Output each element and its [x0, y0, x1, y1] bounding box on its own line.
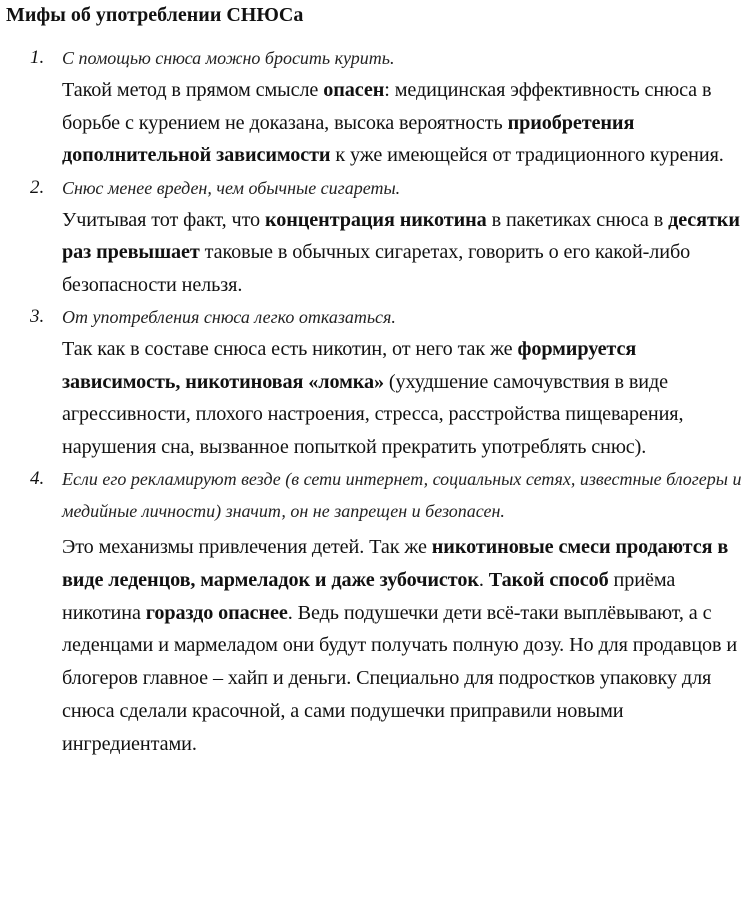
emphasis-text: опасен [323, 79, 385, 101]
emphasis-text: гораздо опаснее [145, 601, 288, 624]
item-number: 1. [30, 47, 45, 68]
item-number: 3. [30, 306, 45, 327]
emphasis-text: приобретения дополнительной зависимости [62, 111, 635, 166]
body-text: таковые в обычных сигаретах, говорить о его какой-либо безопасности нельзя. [62, 241, 691, 296]
body-text: Учитывая тот факт, что [62, 208, 265, 231]
item-number: 4. [30, 468, 45, 489]
myth-explanation [62, 333, 745, 463]
myth-explanation [62, 204, 745, 302]
myth-claim: С помощью снюса можно бросить курить. [62, 48, 395, 68]
emphasis-text: никотиновые смеси продаются в виде леденцов, мармеладок и даже зубочисток [62, 536, 729, 591]
list-item [0, 463, 751, 761]
list-item [0, 301, 751, 463]
emphasis-text: десятки раз превышает [62, 208, 740, 263]
body-text: . [478, 568, 489, 591]
body-text: Так как в составе снюса есть никотин, от него так же [62, 338, 518, 360]
myth-claim: От употребления снюса легко отказаться. [62, 307, 396, 327]
myth-explanation [62, 531, 745, 761]
emphasis-text: формируется зависимость, никотиновая «ломка» [62, 338, 637, 393]
body-text: Это механизмы привлечения детей. Так же [62, 536, 432, 558]
body-text: . Ведь подушечки дети всё-таки выплёвывают, а с леденцами и мармеладом они будут получать полную дозу. Но для продавцов и блогеров главное – хайп и деньги. Специально для подростков упаковку для снюса сделали красочной, а сами подушечки приправили новыми ингредиентами. [62, 601, 738, 755]
body-text: приёма никотина [62, 568, 676, 624]
myths-list [0, 42, 751, 761]
body-text: Такой метод в прямом смысле [62, 79, 324, 101]
body-text: к уже имеющейся от традиционного курения. [330, 144, 724, 166]
item-number: 2. [30, 176, 45, 198]
emphasis-text: концентрация никотина [264, 208, 487, 231]
emphasis-text: Такой способ [488, 568, 609, 591]
page-title: Мифы об употреблении СНЮСа [6, 4, 304, 26]
body-text: (ухудшение самочувствия в виде агрессивности, плохого настроения, стресса, расстройства пищеварения, нарушения сна, вызванное попыткой прекратить употреблять снюс). [62, 370, 684, 458]
list-item [0, 42, 751, 172]
myth-claim: Если его рекламируют везде (в сети интернет, социальных сетях, известные блогеры и медийные личности) значит, он не запрещен и безопасен. [62, 469, 742, 521]
myth-claim: Снюс менее вреден, чем обычные сигареты. [62, 177, 401, 198]
body-text: в пакетиках снюса в [486, 208, 669, 231]
body-text: : медицинская эффективность снюса в борьбе с курением не доказана, высока вероятность [62, 79, 712, 134]
list-item [0, 172, 751, 302]
myth-explanation [62, 74, 745, 172]
